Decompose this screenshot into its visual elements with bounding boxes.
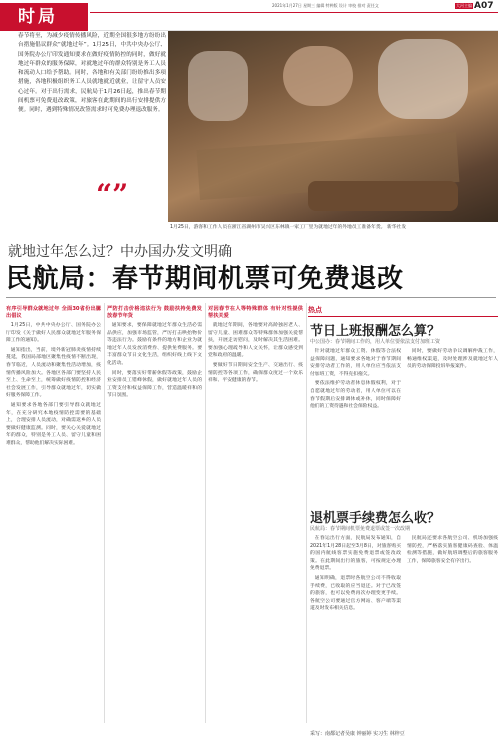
byline: 采写：南都记者吴康 钟丽婷 实习生 林梓豆 [310,731,405,737]
paragraph: 通知要求各地各部门要引导群众就地过年，在充分研究本地疫情防控需要的基础上，合理安排人员流动，对确需返乡的人员要做好健康监测。同时，要关心关爱就地过年的群众，特别是务工人员、留守儿童和困难群众，帮助他们解决实际困难。 [6,402,101,446]
sidebar-column [407,535,498,725]
section-tag: 时局 [0,3,88,31]
sidebar-column [310,535,401,725]
hotspot-rule [308,316,498,317]
main-headline: 民航局：春节期间机票可免费退改 [6,264,404,294]
paragraph: 同时，要做好劳动争议调解仲裁工作，畅通维权渠道，及时处理涉及就地过年人员的劳动保障投诉举报案件。 [407,349,498,370]
sidebar-intro-1: 中公国办：春节期间工作的，用人单位要依法支付加班工资 [310,339,441,345]
sidebar-title-2: 退机票手续费怎么收？ [310,511,441,526]
sidebar-intro-2: 民航局：春节期间机票免费退票或签一次改期 [310,526,411,532]
article-column-3 [208,303,303,728]
header-meta: 2021年1月27日 星期三 编辑 特种版 设计 审校 排对 责任文 [272,3,379,8]
sidebar-column [407,348,498,506]
sidebar-title-1: 节日上班报酬怎么算？ [310,324,441,339]
paragraph: 针对就地过年群众工资、休假等合法权益保障问题，通知要求各地对于春节期间安排劳动者工作的，用人单位应当依法支付加班工资，不得克扣拖欠。 [310,349,401,377]
sidebar-body-2 [310,535,498,725]
paragraph: 通知明确，退票时各航空公司不得收取手续费，已收取的应当退还。对于已改签的旅客，也可以免费再次办理变更手续。各航空公司要通过官方网站、客户端等渠道及时发布相关信息。 [310,575,401,612]
sidebar-body-1 [310,348,498,506]
article-column-1 [6,303,101,728]
hotspot-label: 热点 [308,306,322,314]
photo-caption: 1月25日，游客和工作人员在浙江省湖州市吴兴区东林镇一家工厂里为就地过年的外地员工准备年货。 新华社发 [170,225,407,230]
paragraph: 民航局还要求各航空公司、机场加强疫情防控，严格落实旅客健康码查验、体温检测等措施，做好航班调整后的旅客服务工作，保障旅客安全有序出行。 [407,536,498,564]
headline-rule [6,297,496,298]
column-heading: 严防打击价格违法行为 鼓励扶持免费发放春节年货 [107,306,202,319]
column-heading: 对因春节在人等特殊群体 有针对性提供帮扶关爱 [208,306,303,319]
column-heading: 有序引导群众就地过年 全面30省份出臆出倡议 [6,306,101,319]
page-number: A07 [474,1,494,11]
header-badge: 大河主编 [456,3,472,8]
subheadline: 就地过年怎么过？中办国办发文明确 [8,244,232,260]
paragraph: 在春运出行方面，民航局发布通知，自2021年1月28日起至3月8日，对旅客购买的国内航线客票实施免费退票或签改政策。在此期间出行的旅客，可按规定办理免费退票。 [310,536,401,572]
paragraph: 通知要求，要保障就地过年群众生活必需品供应，加强市场监管，严厉打击哄抬物价等违法行为。鼓励有条件的地方和企业为就地过年人员发放消费券、提供免费服务。要丰富群众节日文化生活，组织好线上线下文化活动。 [107,323,202,366]
article-column-2 [107,303,202,728]
column-divider [104,303,105,723]
paragraph: 要依法维护劳动者休息休假权利，对于自愿就地过年的劳动者，用人单位可以在春节假期后安排调休或补休，同时保障好他们的工资待遇和社会保险权益。 [310,381,401,410]
lead-text: 春节将至，为减少疫情传播风险，近期全国很多地方纷纷出台措施倡议群众“就地过年”。1月25日，中共中央办公厅、国务院办公厅印发通知要求在做好疫情防控的同时，做好就地过年群众的服务保障，对就地过年的群众特别是务工人员和流动人口给予帮助。同时，各地和有关部门纷纷推出多项措施，各地积极组织务工人员就地就近就业，让留守人员安心过年。对于出行需求，民航局于1月26日起，推出春节期间机票可免费退改政策，对旅客在此期间的出行安排提供方便。同时，遇到特殊情况改签需求时可免费办理退改服务。 [18,33,166,114]
paragraph: 就地过年期间，各地要对高龄独居老人、留守儿童、困难群众等特殊群体加强关爱帮扶，开展走访慰问，及时解决其生活困难。要加强心理疏导和人文关怀，让群众感受到党和政府的温暖。 [208,323,303,359]
paragraph: 要做好节日期间安全生产、交通出行、疫情防控等各项工作，确保群众度过一个欢乐祥和、平安健康的春节。 [208,362,303,384]
paragraph: 1月25日，中共中央办公厅、国务院办公厅印发《关于做好人民群众就地过年服务保障工作的通知》。 [6,323,101,344]
paragraph: 同时，要落实好带薪休假等政策，鼓励企业安排员工错峰休假，做好就地过年人员的工资支付和权益保障工作，营造温暖祥和的节日氛围。 [107,370,202,399]
column-divider [205,303,206,723]
news-photo [168,31,498,222]
quote-mark-icon: “” [96,178,129,211]
header-rule [90,12,498,13]
paragraph: 通知指出，当前，境外新冠肺炎疫情持续蔓延，我国局部地区聚集性疫情不断出现，春节临近，人员流动和聚集性活动增加，疫情传播风险加大。各地区各部门要坚持人民至上、生命至上，统筹做好疫情防控和经济社会发展工作，引导群众就地过年，切实做好服务保障工作。 [6,347,101,399]
column-divider [306,303,307,723]
sidebar-column [310,348,401,506]
